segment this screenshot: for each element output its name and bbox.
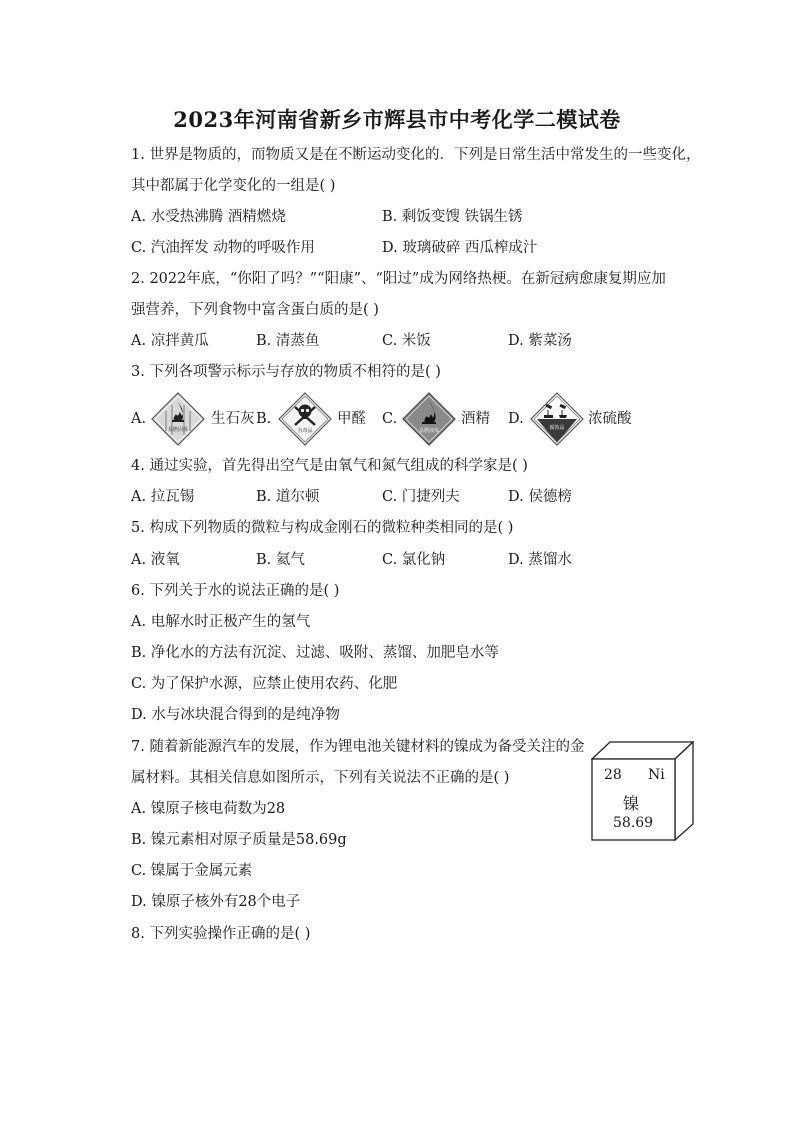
q4-option-b: B. 道尔顿 [256,489,320,505]
q7-option-a: A. 镍原子核电荷数为28 [131,801,286,817]
q7-option-c: C. 镍属于金属元素 [131,863,253,879]
q3-option-a-text: 生石灰 [211,411,255,427]
q6-option-b: B. 净化水的方法有沉淀、过滤、吸附、蒸馏、加肥皂水等 [131,645,499,661]
q1-option-c: C. 汽油挥发 动物的呼吸作用 [131,240,315,256]
q3-option-c-letter: C. [382,411,398,427]
hazard-sign-toxic [277,391,333,447]
sign-d-label: 腐蚀品 [549,425,565,431]
q4-option-d: D. 侯德榜 [508,489,572,505]
q3-option-c-text: 酒精 [461,411,490,427]
q2-option-b: B. 清蒸鱼 [256,333,320,349]
q4-stem: 4. 通过实验，首先得出空气是由氧气和氮气组成的科学家是( ) [131,458,528,474]
hazard-sign-corrosive [529,391,585,447]
q5-stem: 5. 构成下列物质的微粒与构成金刚石的微粒种类相同的是( ) [131,520,514,536]
q5-option-d: D. 蒸馏水 [508,552,572,568]
q4-option-c: C. 门捷列夫 [382,489,460,505]
q4-option-a: A. 拉瓦锡 [131,489,195,505]
q2-option-c: C. 米饭 [382,333,431,349]
q2-stem-line2: 强营养，下列食物中富含蛋白质的是( ) [131,302,379,318]
q8-stem: 8. 下列实验操作正确的是( ) [131,926,311,942]
sign-b-label: 有毒品 [297,428,313,434]
q6-option-a: A. 电解水时正极产生的氢气 [131,614,311,630]
q1-option-d: D. 玻璃破碎 西瓜榨成汁 [382,240,538,256]
q1-option-b: B. 剩饭变馊 铁锅生锈 [382,209,523,225]
nickel-element-card [591,741,694,841]
q5-option-c: C. 氯化钠 [382,552,446,568]
q2-stem-line1: 2. 2022年底，“你阳了吗？”“阳康”、“阳过”成为网络热梗。在新冠病愈康复期应加 [131,271,666,287]
q5-option-b: B. 氦气 [256,552,305,568]
q7-option-d: D. 镍原子核外有28个电子 [131,894,301,910]
q7-stem-line2: 属材料。其相关信息如图所示，下列有关说法不正确的是( ) [131,770,510,786]
q7-stem-line1: 7. 随着新能源汽车的发展，作为锂电池关键材料的镍成为备受关注的金 [131,739,585,755]
element-atomic-number: 28 [604,767,622,783]
q5-option-a: A. 液氧 [131,552,180,568]
q2-option-d: D. 紫菜汤 [508,333,572,349]
element-symbol: Ni [648,767,665,783]
hazard-sign-flammable-liquid [401,391,457,447]
element-atomic-mass: 58.69 [613,815,654,831]
q7-option-b: B. 镍元素相对原子质量是58.69g [131,832,347,848]
q6-option-c: C. 为了保护水源，应禁止使用农药、化肥 [131,676,398,692]
sign-c-label: 易燃液体 [418,428,440,434]
q1-stem-line1: 1. 世界是物质的，而物质又是在不断运动变化的．下列是日常生活中常发生的一些变化， [131,147,701,163]
q3-option-a-letter: A. [131,411,147,427]
q1-stem-line2: 其中都属于化学变化的一组是( ) [131,178,336,194]
element-name: 镍 [623,794,640,813]
q6-option-d: D. 水与冰块混合得到的是纯净物 [131,707,340,723]
q3-stem: 3. 下列各项警示标示与存放的物质不相符的是( ) [131,364,441,380]
q6-stem: 6. 下列关于水的说法正确的是( ) [131,583,340,599]
q1-option-a: A. 水受热沸腾 酒精燃烧 [131,209,286,225]
q3-option-d-text: 浓硫酸 [588,411,632,427]
q3-option-d-letter: D. [508,411,524,427]
q3-option-b-letter: B. [256,411,272,427]
hazard-sign-flammable-solid [150,391,206,447]
q2-option-a: A. 凉拌黄瓜 [131,333,209,349]
q3-option-b-text: 甲醛 [337,411,366,427]
sign-a-label: 易燃固体 [167,427,189,433]
exam-title: 2023年河南省新乡市辉县市中考化学二模试卷 [173,107,621,132]
